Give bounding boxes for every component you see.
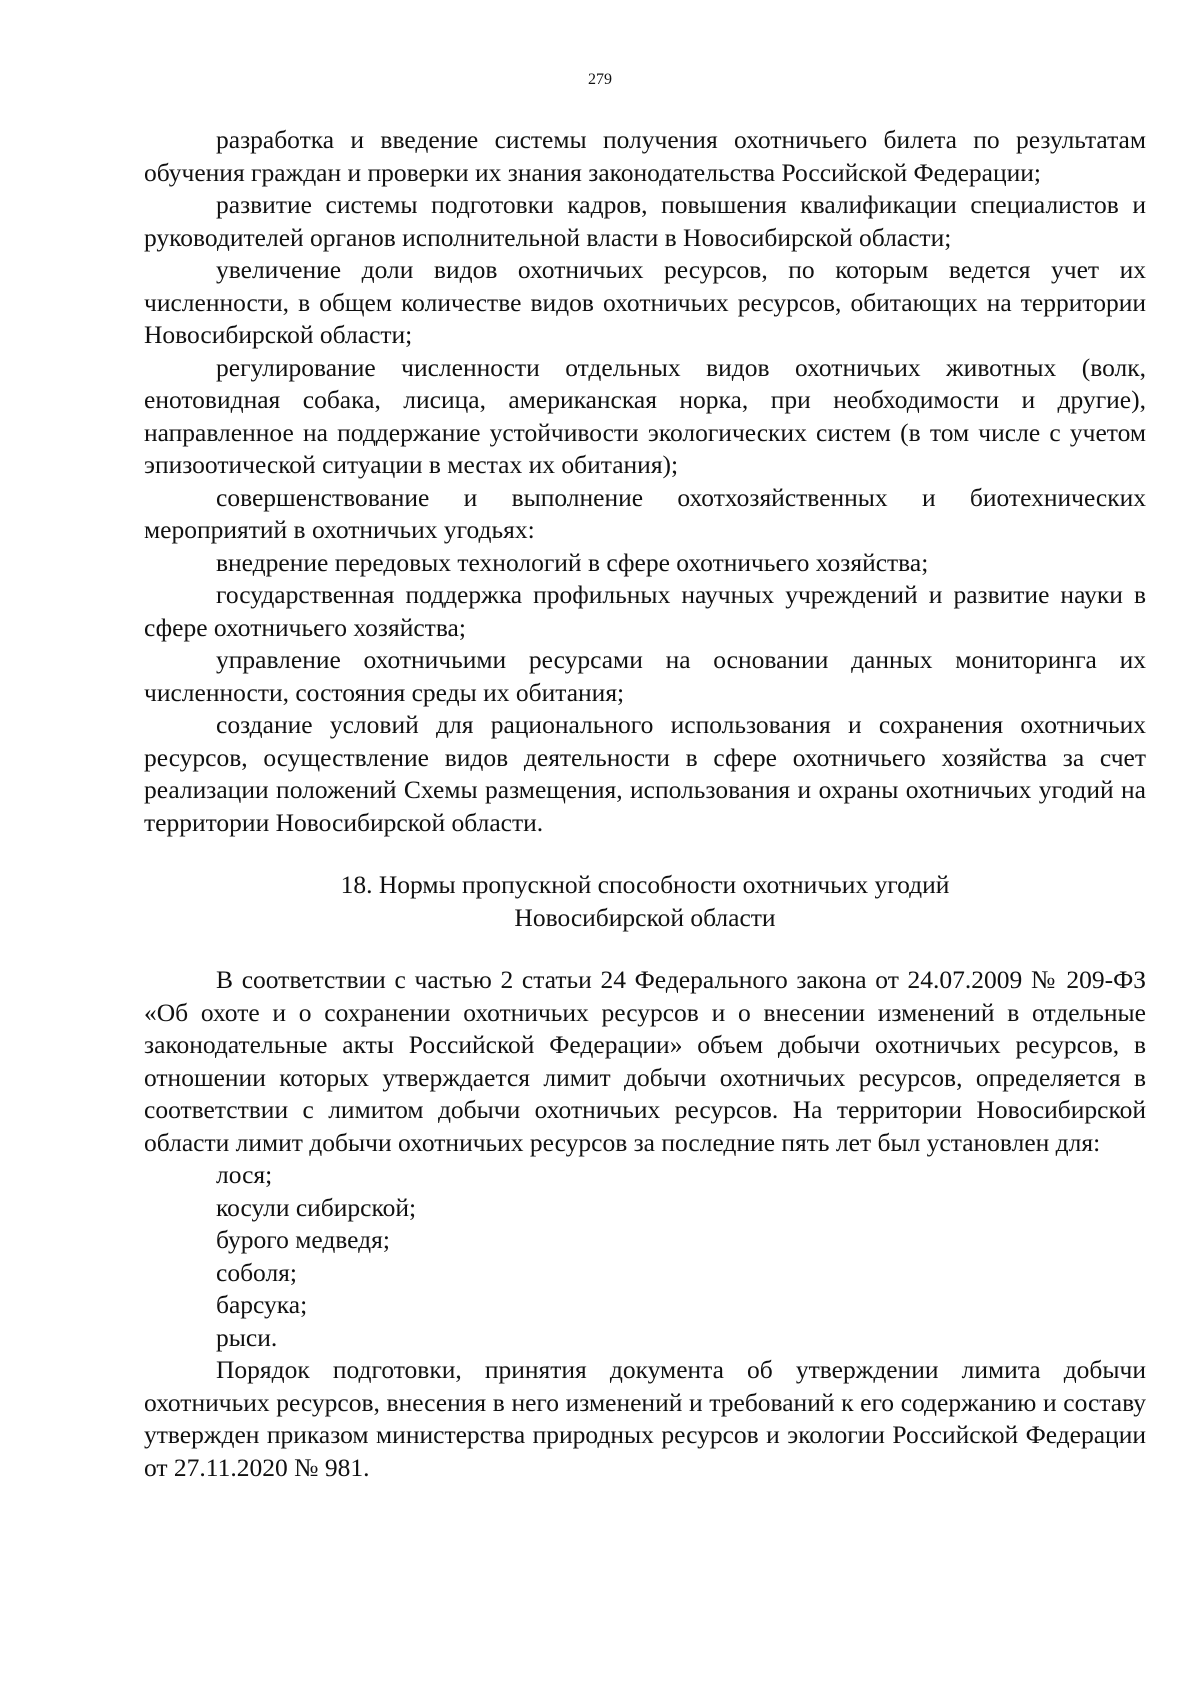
species-list-item: бурого медведя;: [216, 1225, 390, 1254]
paragraph-science-support: государственная поддержка профильных научных учреждений и развитие науки в сфере охотничьего хозяйства;: [144, 580, 1146, 642]
paragraph-biotechnical-measures: совершенствование и выполнение охотхозяйственных и биотехнических мероприятий в охотничьих угодьях:: [144, 482, 1146, 544]
paragraph-species-accounting: увеличение доли видов охотничьих ресурсов, по которым ведется учет их численности, в общем количестве видов охотничьих ресурсов, обитающих на территории Новосибирской области;: [144, 255, 1146, 349]
paragraph-limit-order: Порядок подготовки, принятия документа об утверждении лимита добычи охотничьих ресурсов, внесения в него изменений и требований к его содержанию и составу утвержден приказом министерства природных ресурсов и экологии Российской Федерации от 27.11.2020 № 981.: [144, 1355, 1146, 1482]
species-list-item: лося;: [216, 1160, 273, 1189]
species-list-item: соболя;: [216, 1257, 297, 1287]
paragraph-advanced-technologies: внедрение передовых технологий в сфере охотничьего хозяйства;: [216, 547, 929, 577]
species-list-item: рыси.: [216, 1322, 278, 1352]
section-heading-line-1: 18. Нормы пропускной способности охотничьих угодий: [340, 870, 950, 899]
species-list-item: косули сибирской;: [216, 1192, 417, 1222]
species-list-item: барсука;: [216, 1290, 308, 1319]
species-list: [144, 1159, 1146, 1354]
paragraph-population-regulation: регулирование численности отдельных видов охотничьих животных (волк, енотовидная собака, лисица, американская норка, при необходимости и другие), направленное на поддержание устойчивости экологических систем (в том числе с учетом эпизоотической ситуации в местах их обитания);: [144, 352, 1146, 479]
paragraph-ticket-system: разработка и введение системы получения охотничьего билета по результатам обучения граждан и проверки их знания законодательства Российской Федерации;: [144, 125, 1146, 187]
section-heading: [144, 869, 1146, 934]
paragraph-rational-use: создание условий для рационального использования и сохранения охотничьих ресурсов, осуществление видов деятельности в сфере охотничьего хозяйства за счет реализации положений Схемы размещения, использования и охраны охотничьих угодий на территории Новосибирской области.: [144, 710, 1146, 837]
page-number: 279: [588, 71, 612, 88]
document-body: [144, 124, 1146, 1484]
paragraph-resource-management: управление охотничьими ресурсами на основании данных мониторинга их численности, состояния среды их обитания;: [144, 645, 1146, 707]
section-heading-line-2: Новосибирской области: [514, 902, 776, 932]
paragraph-staff-training: развитие системы подготовки кадров, повышения квалификации специалистов и руководителей органов исполнительной власти в Новосибирской области;: [144, 190, 1146, 252]
paragraph-federal-law: В соответствии с частью 2 статьи 24 Федерального закона от 24.07.2009 № 209-ФЗ «Об охоте и о сохранении охотничьих ресурсов и о внесении изменений в отдельные законодательные акты Российской Федерации» объем добычи охотничьих ресурсов, в отношении которых утверждается лимит добычи охотничьих ресурсов, определяется в соответствии с лимитом добычи охотничьих ресурсов. На территории Новосибирской области лимит добычи охотничьих ресурсов за последние пять лет был установлен для:: [144, 965, 1146, 1157]
